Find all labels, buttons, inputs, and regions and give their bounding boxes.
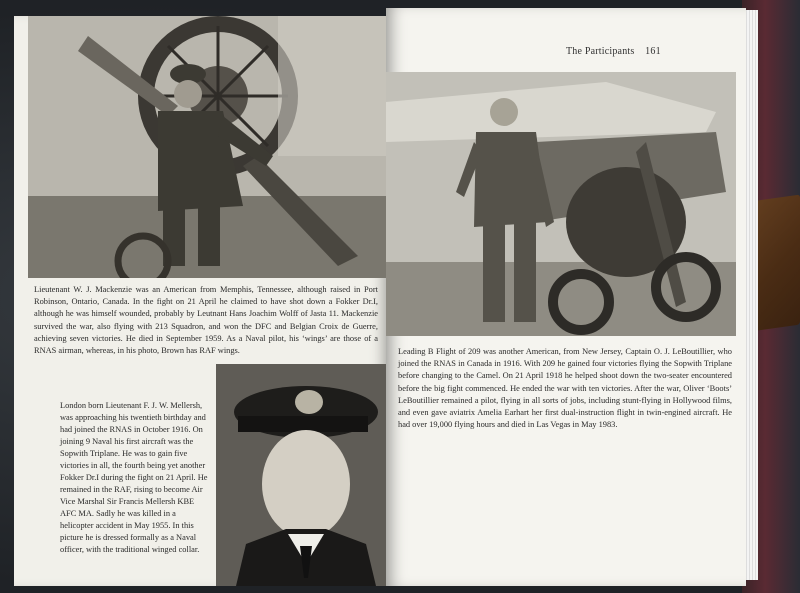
caption-mackenzie: Lieutenant W. J. Mackenzie was an American from Memphis, Tennessee, although raised in Port Robinson, Ontario, Canada. In the fight on 21 April he claimed to have shot down a Fokker Dr.I, although he was himself wounded, probably by Leutnant Hans Joachim Wolff of Jasta 11. Mackenzie survived the war, also flying with 213 Squadron, and won the DFC and Belgian Croix de Guerre, achieving seven victories. He died in September 1959. As a Naval pilot, his ‘wings’ are those of a RNAS airman, whereas, in his photo, Brown has RAF wings. (34, 285, 378, 356)
page-number: 161 (645, 46, 661, 57)
caption-lebouttillier: Leading B Flight of 209 was another American, from New Jersey, Captain O. J. LeBoutillier, who joined the RNAS in Canada in 1916. With 209 he gained four victories flying the Sopwith Triplane before changing to the Camel. On 21 April 1918 he helped shoot down the two-seater encountered before the big fight commenced. He ended the war with ten victories. After the war, Oliver ‘Boots’ LeBoutillier remained a pilot, flying in all sorts of jobs, including stunt-flying in Hollywood films, and even gave aviatrix Amelia Earhart her first dual-instruction flight in twin-engined aircraft. He had over 19,000 flying hours and died in Las Vegas in May 1983. (398, 347, 732, 430)
page-edges (746, 10, 758, 580)
photo-lebouttillier (386, 72, 736, 336)
caption-mellersh: London born Lieutenant F. J. W. Mellersh, was approaching his twentieth birthday and had joined the RNAS in October 1916. On joining 9 Naval his first aircraft was the Sopwith Triplane. He was to gain five victories in all, the fourth being yet another Fokker Dr.I during the fight on 21 April. He remained in the RAF, rising to become Air Vice Marshal Sir Francis Mellersh KBE AFC MA. Sadly he was killed in a helicopter accident in May 1955. In this picture he is dressed formally as a Naval officer, with the traditional winged collar. (60, 401, 208, 554)
photo-mellersh (216, 364, 386, 586)
photo-mackenzie (28, 16, 386, 278)
running-head-title: The Participants (566, 46, 635, 57)
running-head (566, 46, 661, 57)
